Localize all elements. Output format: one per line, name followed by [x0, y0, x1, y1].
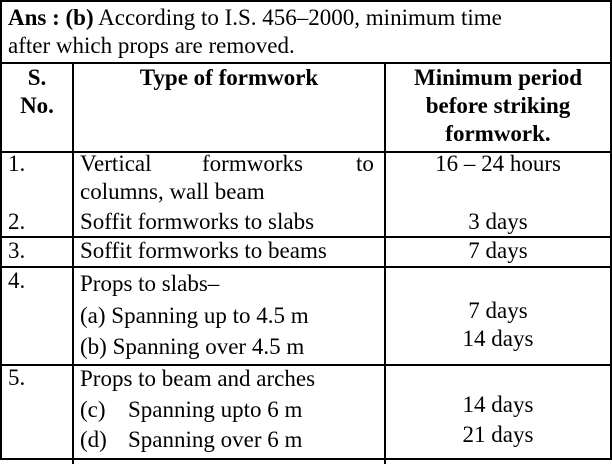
row-5-sub-c-type: Spanning upto 6 m: [128, 397, 303, 422]
row-divider-2: [0, 266, 612, 268]
answer-header: [0, 0, 612, 64]
header-period-line1: Minimum period: [413, 65, 583, 90]
header-period-line2: before striking: [425, 93, 571, 118]
row-5-number: 5.: [8, 365, 26, 390]
row-1-type-word3: to: [356, 151, 374, 176]
answer-line-1: [8, 5, 502, 31]
row-4-sub-b-period: 14 days: [462, 326, 534, 351]
row-1-period: 16 – 24 hours: [435, 151, 561, 176]
answer-text-line2: after which props are removed.: [8, 33, 295, 58]
row-4-type: Props to slabs–: [80, 271, 220, 296]
row-5-sub-c-label: (c): [80, 397, 106, 422]
row-5-type: Props to beam and arches: [80, 366, 316, 391]
row-3-number: 3.: [8, 238, 26, 263]
row-4-number: 4.: [8, 268, 26, 293]
header-sno-line1: S.: [27, 65, 47, 90]
column-divider-1: [72, 64, 74, 464]
row-5-sub-d-label: (d): [80, 427, 107, 452]
header-period-line3: formwork.: [445, 121, 551, 146]
row-4-sub-a-type: (a) Spanning up to 4.5 m: [80, 303, 309, 328]
row-4-sub-a-period: 7 days: [468, 298, 528, 323]
answer-text-line1: According to I.S. 456–2000, minimum time: [98, 5, 502, 30]
row-3-type: Soffit formworks to beams: [80, 238, 327, 263]
header-type: Type of formwork: [139, 65, 319, 90]
row-2-type: Soffit formworks to slabs: [80, 209, 315, 234]
row-1-type-line2: columns, wall beam: [80, 179, 265, 204]
row-3-period: 7 days: [468, 238, 528, 263]
row-2-period: 3 days: [468, 209, 528, 234]
row-2-number: 2.: [8, 209, 26, 234]
row-5-sub-d-type: Spanning over 6 m: [128, 427, 303, 452]
row-1-number: 1.: [8, 151, 26, 176]
answer-option: (b): [65, 5, 94, 30]
row-5-sub-d-period: 21 days: [462, 422, 534, 447]
header-sno-line2: No.: [20, 93, 54, 118]
row-1-type-word1: Vertical: [80, 151, 152, 176]
row-5-sub-c-period: 14 days: [462, 392, 534, 417]
row-1-type-word2: formworks: [202, 151, 303, 176]
row-4-sub-b-type: (b) Spanning over 4.5 m: [80, 334, 305, 359]
answer-prefix: Ans :: [8, 5, 60, 30]
